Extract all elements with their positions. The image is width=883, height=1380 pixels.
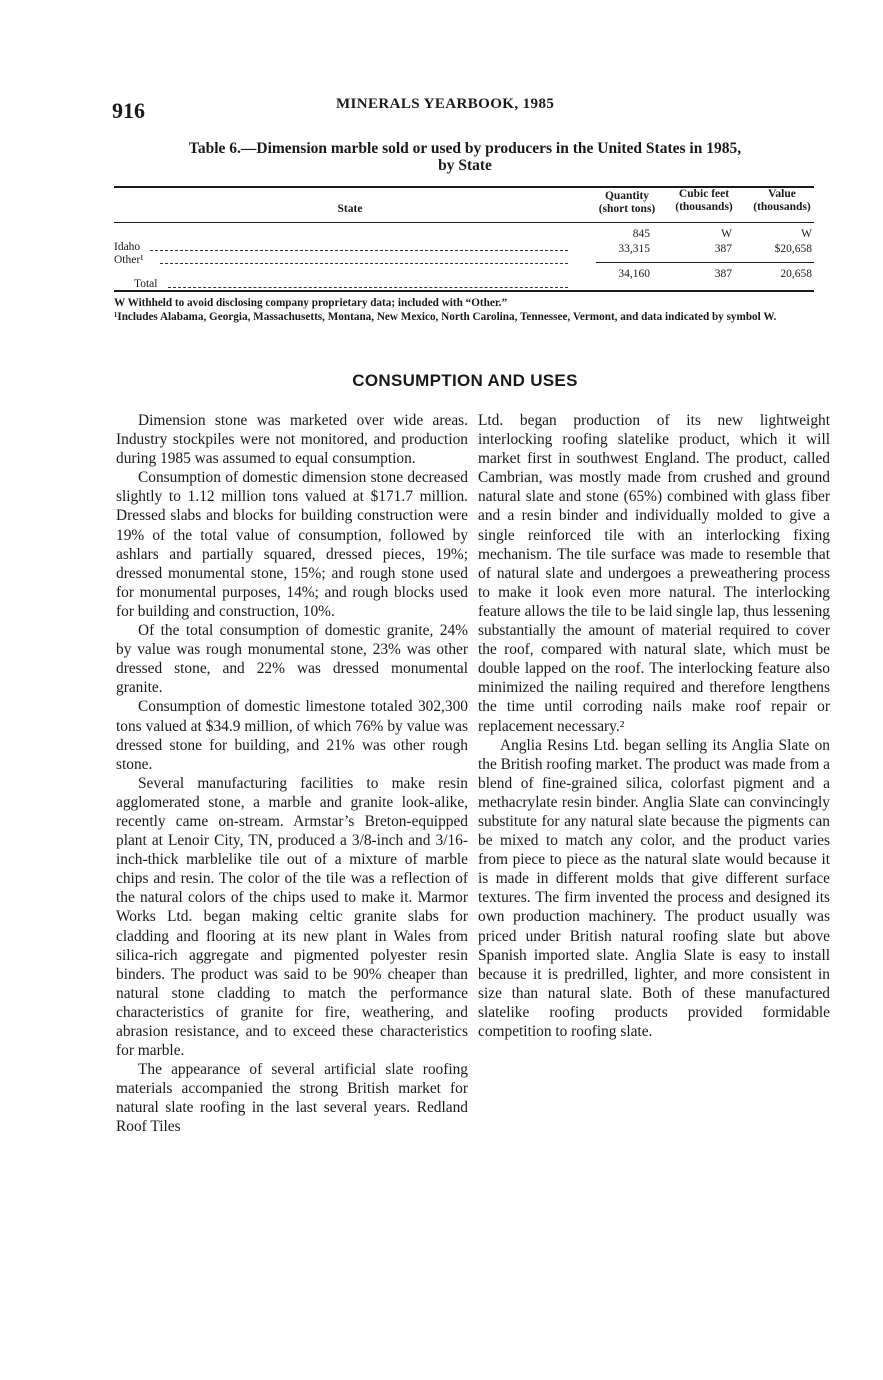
row-total-quantity: 34,160 bbox=[618, 268, 650, 280]
paragraph: Dimension stone was marketed over wide areas. Industry stockpiles were not monitored, and production during 1985 was assumed to equal consumption. bbox=[116, 412, 468, 468]
paragraph: Anglia Resins Ltd. began selling its Anglia Slate on the British roofing market. The product was made from a blend of fine-grained silica, colorfast pigment and a methacrylate resin binder. Anglia Slate can convincingly substitute for any natural slate because the pigments can be mixed to match any color, and the product varies from piece to piece as the natural slate would because it is made in different molds that give different surface textures. The firm invented the process and designed its own production machinery. The product usually was priced under British natural roofing slate but above Spanish imported slate. Anglia Slate is easy to install because it is predrilled, lighter, and more consistent in size than natural slate. Both of these manufactured slatelike roofing products provided formidable competition to roofing slate. bbox=[478, 736, 830, 1040]
paragraph: Several manufacturing facilities to make resin agglomerated stone, a marble and granite look-alike, recently came on-stream. Armstar’s Breton-equipped plant at Lenoir City, TN, produced a 3/8-inch and 3/16-inch-thick marblelike tile out of a mixture of marble chips and resin. The color of the tile was a reflection of the natural colors of the chips used to make it. Marmor Works Ltd. began making celtic granite slabs for cladding and flooring at its new plant in Wales from silica-rich aggregate and pigmented polyester resin binders. The product was said to be 90% cheaper than natural stone cladding to match the performance characteristics of granite for fire, weathering, and abrasion resistance, and to exceed these characteristics for marble. bbox=[116, 774, 468, 1060]
col-header-value-line-1: Value bbox=[768, 188, 796, 200]
col-header-quantity-line-1: Quantity bbox=[604, 190, 650, 202]
paragraph: The appearance of several artificial slate roofing materials accompanied the strong British market for natural slate roofing in the last several years. Redland Roof Tiles bbox=[116, 1061, 468, 1136]
body-column-left bbox=[116, 411, 468, 1137]
leader-dots bbox=[160, 263, 568, 264]
total-rule bbox=[596, 262, 814, 263]
row-total-value: 20,658 bbox=[780, 268, 812, 280]
table-row-label bbox=[134, 278, 159, 290]
col-header-cubic-line-1: Cubic feet bbox=[678, 188, 730, 200]
paragraph: Ltd. began production of its new lightweight interlocking roofing slatelike product, which it will market first in southwest England. The product, called Cambrian, was mostly made from crushed and ground natural slate and stone (65%) combined with glass fiber and a resin binder and individually molded to give a single reinforced tile with an interlocking fixing mechanism. The tile surface was made to resemble that of natural slate and undergoes a preweathering process to make it look even more natural. The interlocking feature allows the tile to be laid single lap, thus lessening substantially the amount of material required to cover the roof, compared with natural slate, which must be double lapped on the roof. The interlocking feature also minimized the nailing required and therefore lengthens the time until corroding nails make roof repair or replacement necessary.² bbox=[478, 412, 830, 735]
footnote-w: W Withheld to avoid disclosing company proprietary data; included with “Other.” bbox=[114, 297, 508, 309]
col-header-value bbox=[744, 188, 820, 214]
table-row-label bbox=[114, 241, 142, 253]
col-header-quantity bbox=[588, 190, 666, 216]
row-total-state: Total bbox=[134, 278, 158, 290]
leader-dots bbox=[168, 287, 568, 288]
row-idaho-value: W bbox=[801, 228, 812, 240]
col-header-value-line-2: (thousands) bbox=[753, 201, 811, 213]
row-total-cubic: 387 bbox=[714, 268, 732, 280]
row-other-quantity: 33,315 bbox=[618, 243, 650, 255]
paragraph: Of the total consumption of domestic granite, 24% by value was rough monumental stone, 23% was other dressed stone, and 22% was dressed monumental granite. bbox=[116, 622, 468, 697]
col-header-state: State bbox=[337, 203, 363, 215]
table-footnotes bbox=[114, 296, 820, 324]
col-header-cubic-feet bbox=[666, 188, 742, 214]
body-column-right bbox=[478, 411, 830, 1041]
paragraph: Consumption of domestic dimension stone decreased slightly to 1.12 million tons valued at $171.7 million. Dressed slabs and blocks for building construction were 19% of the total value of consumption, followed by ashlars and partially squared, dressed pieces, 19%; dressed monumental stone, 15%; and rough stone used for monumental purposes, 14%; and rough blocks used for building and construction, 10%. bbox=[116, 469, 468, 620]
footnote-1: ¹Includes Alabama, Georgia, Massachusetts, Montana, New Mexico, North Carolina, Tennessee, Vermont, and data indicated by symbol W. bbox=[114, 311, 777, 323]
page-number: 916 bbox=[112, 98, 145, 123]
row-other-state: Other¹ bbox=[114, 254, 144, 266]
section-heading: CONSUMPTION AND USES bbox=[352, 371, 578, 390]
col-header-cubic-line-2: (thousands) bbox=[675, 201, 733, 213]
col-header-quantity-line-2: (short tons) bbox=[598, 203, 656, 215]
row-other-value: $20,658 bbox=[774, 243, 812, 255]
paragraph: Consumption of domestic limestone totaled 302,300 tons valued at $34.9 million, of which 76% by value was dressed stone for building, and 21% was other rough stone. bbox=[116, 698, 468, 773]
table-bottom-rule bbox=[114, 290, 814, 292]
leader-dots bbox=[150, 250, 568, 251]
table-title-line-2: by State bbox=[438, 157, 492, 174]
table-row-label bbox=[114, 254, 146, 266]
row-idaho-quantity: 845 bbox=[632, 228, 650, 240]
table-header-rule bbox=[114, 222, 814, 223]
table-title-line-1: Table 6.—Dimension marble sold or used by producers in the United States in 1985, bbox=[188, 140, 742, 157]
row-idaho-state: Idaho bbox=[114, 241, 141, 253]
row-other-cubic: 387 bbox=[714, 243, 732, 255]
table-title bbox=[110, 140, 820, 174]
running-head: MINERALS YEARBOOK, 1985 bbox=[336, 96, 555, 112]
row-idaho-cubic: W bbox=[721, 228, 732, 240]
